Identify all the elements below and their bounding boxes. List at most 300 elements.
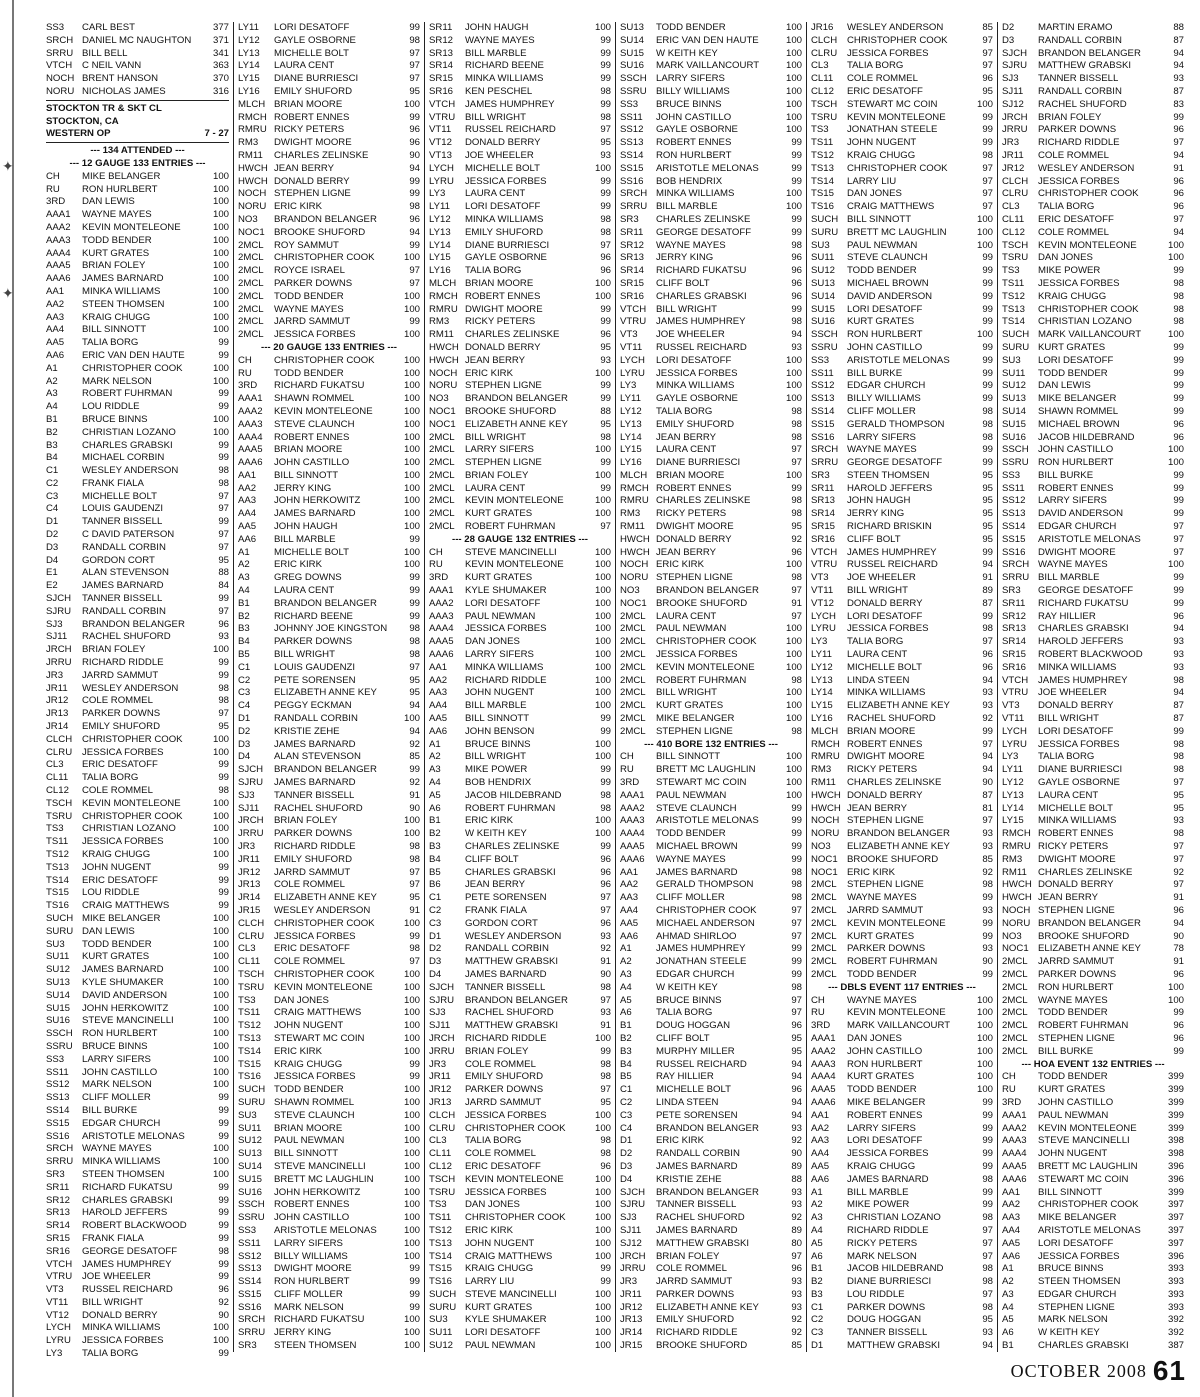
result-row (620, 188, 802, 201)
shooter-name: MICHELLE BOLT (1038, 802, 1113, 814)
shooter-name: JARRD SAMMUT (847, 904, 924, 916)
shooter-name: GAYLE OSBORNE (656, 124, 738, 136)
class-code: TS16 (811, 201, 834, 213)
result-row (429, 48, 611, 61)
shooter-name: ROBERT ENNES (656, 137, 732, 149)
score: 92 (982, 713, 993, 725)
class-code: SS3 (238, 1224, 257, 1236)
shooter-name: KRAIG CHUGG (847, 149, 916, 161)
shooter-name: RAY HILLIER (1038, 610, 1096, 622)
class-code: AA3 (620, 892, 639, 904)
result-row (811, 1123, 993, 1136)
score: 93 (1173, 661, 1184, 673)
result-row (1002, 1174, 1184, 1187)
shooter-name: RICHARD RIDDLE (465, 1032, 547, 1044)
result-row (1002, 176, 1184, 189)
score: 393 (1167, 1288, 1184, 1300)
class-code: SUCH (1002, 329, 1030, 341)
score: 399 (1167, 1109, 1184, 1121)
result-row (238, 943, 420, 956)
class-code: HWCH (620, 533, 650, 545)
score: 99 (409, 1263, 420, 1275)
shooter-name: RICHARD FUKATSU (1038, 597, 1129, 609)
result-row (620, 112, 802, 125)
shooter-name: MATTHEW GRABSKI (847, 1340, 941, 1352)
class-code: SU14 (46, 989, 70, 1001)
shooter-name: JARRD SAMMUT (656, 1276, 733, 1288)
shooter-name: JOE WHEELER (847, 572, 916, 584)
shooter-name: TODD BENDER (656, 828, 726, 840)
result-row (811, 1212, 993, 1225)
class-code: JRCH (238, 815, 264, 827)
class-code: AAA2 (238, 405, 263, 417)
class-code: SJ12 (620, 1237, 642, 1249)
score: 100 (594, 585, 611, 597)
shooter-name: LORI DESATOFF (656, 354, 732, 366)
result-row (620, 508, 802, 521)
score: 90 (600, 968, 611, 980)
score: 99 (409, 930, 420, 942)
score: 97 (982, 1288, 993, 1300)
score: 99 (982, 316, 993, 328)
class-code: D1 (429, 930, 442, 942)
class-code: TS3 (811, 124, 829, 136)
score: 96 (1173, 418, 1184, 430)
shooter-name: ROBERT FUHRMAN (465, 802, 556, 814)
shooter-name: LARRY LIU (465, 1276, 515, 1288)
result-row (1002, 1251, 1184, 1264)
class-code: CLRU (1002, 188, 1029, 200)
shooter-name: PEGGY ECKMAN (274, 700, 352, 712)
score: 93 (1173, 815, 1184, 827)
result-row (46, 209, 229, 222)
score: 99 (218, 452, 229, 464)
class-code: RM3 (620, 508, 641, 520)
score: 99 (218, 516, 229, 528)
class-code: AA1 (429, 661, 448, 673)
shooter-name: JOE WHEELER (465, 149, 534, 161)
score: 100 (594, 1173, 611, 1185)
score: 100 (212, 1053, 229, 1065)
score: 100 (785, 649, 802, 661)
shooter-name: BRIAN FOLEY (82, 260, 146, 272)
result-row (238, 1020, 420, 1033)
class-code: LY3 (811, 636, 828, 648)
result-row (429, 483, 611, 496)
shooter-name: BROOKE SHUFORD (847, 853, 939, 865)
score: 99 (982, 1148, 993, 1160)
result-row (238, 905, 420, 918)
score: 98 (1173, 290, 1184, 302)
score: 100 (212, 1335, 229, 1347)
score: 100 (594, 495, 611, 507)
score: 100 (594, 610, 611, 622)
class-code: JR12 (46, 695, 69, 707)
result-row (1002, 879, 1184, 892)
result-row (46, 235, 229, 248)
result-row (238, 854, 420, 867)
score: 96 (1173, 175, 1184, 187)
class-code: RM3 (811, 764, 832, 776)
score: 99 (409, 188, 420, 200)
class-code: AAA3 (1002, 1135, 1027, 1147)
class-code: SS12 (811, 380, 835, 392)
shooter-name: JOHN CASTILLO (274, 1212, 350, 1224)
class-code: RMRU (811, 751, 840, 763)
score: 94 (1173, 917, 1184, 929)
shooter-name: CHARLES GRABSKI (1038, 623, 1129, 635)
score: 99 (982, 1122, 993, 1134)
shooter-name: JOHN CASTILLO (656, 111, 732, 123)
score: 97 (982, 201, 993, 213)
shooter-name: BILL BURKE (847, 367, 903, 379)
score: 100 (212, 925, 229, 937)
shooter-name: TALIA BORG (656, 1007, 713, 1019)
score: 97 (218, 605, 229, 617)
result-row (811, 483, 993, 496)
class-code: B2 (620, 1032, 632, 1044)
result-row (238, 176, 420, 189)
shooter-name: TODD BENDER (1038, 1007, 1108, 1019)
class-code: SU16 (46, 1015, 70, 1027)
class-code: A4 (811, 1224, 823, 1236)
result-row (238, 316, 420, 329)
score: 99 (218, 1220, 229, 1232)
score: 87 (1173, 34, 1184, 46)
result-row (1002, 764, 1184, 777)
result-row (238, 700, 420, 713)
result-row (620, 547, 802, 560)
score: 85 (982, 853, 993, 865)
result-row (238, 265, 420, 278)
shooter-name: DIANE BURRIESCI (274, 73, 359, 85)
section-heading (238, 342, 420, 355)
result-row (429, 764, 611, 777)
class-code: HWCH (811, 789, 841, 801)
class-code: SR3 (238, 1340, 257, 1352)
shooter-name: CHARLES GRABSKI (82, 439, 173, 451)
score: 88 (600, 405, 611, 417)
class-code: C2 (429, 904, 442, 916)
score: 91 (600, 956, 611, 968)
class-code: JR3 (429, 1058, 447, 1070)
shooter-name: ROBERT ENNES (274, 111, 350, 123)
result-row (811, 291, 993, 304)
result-row (1002, 1020, 1184, 1033)
shooter-name: EMILY SHUFORD (656, 1314, 735, 1326)
score: 94 (791, 329, 802, 341)
shooter-name: KEVIN MONTELEONE (847, 917, 946, 929)
score: 100 (212, 324, 229, 336)
result-row (811, 739, 993, 752)
class-code: LY3 (620, 380, 637, 392)
class-code: NOCH (429, 367, 458, 379)
result-row (1002, 508, 1184, 521)
score: 100 (1167, 252, 1184, 264)
score: 100 (594, 1122, 611, 1134)
class-code: JR11 (238, 853, 260, 865)
class-code: 2MCL (429, 444, 455, 456)
class-code: MLCH (238, 98, 266, 110)
score: 99 (1173, 1007, 1184, 1019)
shooter-name: CHARLES GRABSKI (82, 1194, 173, 1206)
score: 93 (791, 1288, 802, 1300)
class-code: C1 (811, 1301, 824, 1313)
score: 99 (218, 1130, 229, 1142)
result-row (238, 1187, 420, 1200)
score: 99 (600, 764, 611, 776)
result-row (238, 1059, 420, 1072)
class-code: D4 (429, 968, 442, 980)
class-code: SU11 (429, 1327, 453, 1339)
class-code: TS13 (238, 1032, 261, 1044)
class-code: SR16 (429, 85, 453, 97)
result-row (46, 324, 229, 337)
score: 87 (1173, 85, 1184, 97)
class-code: RMCH (620, 482, 649, 494)
shooter-name: AHMAD SHIRLOO (656, 930, 737, 942)
shooter-name: PARKER DOWNS (1038, 968, 1117, 980)
result-row (429, 1314, 611, 1327)
class-code: VT11 (46, 1296, 69, 1308)
shooter-name: ROBERT FUHRMAN (465, 521, 556, 533)
shooter-name: PAUL NEWMAN (274, 1135, 345, 1147)
class-code: VT3 (1002, 700, 1020, 712)
shooter-name: MINKA WILLIAMS (465, 661, 544, 673)
class-code: AA5 (46, 337, 65, 349)
shooter-name: CHARLES ZELINSKE (465, 841, 560, 852)
class-code: A1 (811, 1186, 823, 1198)
score: 100 (1167, 457, 1184, 469)
class-code: SR14 (1002, 636, 1026, 648)
score: 99 (600, 316, 611, 328)
score: 100 (403, 1173, 420, 1185)
score: 97 (791, 930, 802, 942)
score: 97 (409, 866, 420, 878)
class-code: A2 (46, 375, 58, 387)
score: 100 (212, 644, 229, 656)
result-row (811, 995, 993, 1008)
class-code: SJ11 (620, 1224, 642, 1236)
shooter-name: LARRY SIFERS (1038, 495, 1107, 507)
result-row (429, 841, 611, 854)
score: 99 (600, 175, 611, 187)
result-row (238, 687, 420, 700)
shooter-name: ERIC KIRK (656, 559, 704, 571)
shooter-name: BRIAN FOLEY (465, 469, 529, 481)
result-row (620, 124, 802, 137)
shooter-name: JOHN NUGENT (1038, 1148, 1108, 1160)
shooter-name: CHRISTOPHER COOK (82, 810, 183, 822)
score: 99 (218, 772, 229, 784)
class-code: SJ11 (46, 631, 68, 643)
result-row (46, 1182, 229, 1195)
class-code: HWCH (1002, 879, 1032, 891)
class-code: SU13 (620, 22, 644, 33)
shooter-name: WESLEY ANDERSON (274, 904, 371, 916)
class-code: LYCH (811, 610, 836, 622)
score: 100 (403, 1084, 420, 1096)
shooter-name: MICHAEL BROWN (1038, 418, 1120, 430)
score: 98 (791, 239, 802, 251)
shooter-name: DWIGHT MOORE (847, 751, 925, 763)
shooter-name: RICHARD RIDDLE (274, 841, 356, 852)
class-code: AA6 (46, 349, 65, 361)
shooter-name: STEEN THOMSEN (847, 469, 930, 481)
shooter-name: DWIGHT MOORE (465, 303, 543, 315)
class-code: SS11 (620, 111, 643, 123)
score: 99 (1173, 508, 1184, 520)
result-row (811, 470, 993, 483)
result-row (46, 299, 229, 312)
shooter-name: RANDALL CORBIN (465, 943, 549, 955)
result-row (811, 1110, 993, 1123)
result-row (811, 790, 993, 803)
class-code: TSCH (429, 1173, 456, 1185)
section-heading (46, 128, 229, 141)
shooter-name: JONATHAN STEELE (847, 124, 938, 136)
shooter-name: WESLEY ANDERSON (847, 22, 944, 33)
result-row (238, 380, 420, 393)
result-row (1002, 547, 1184, 560)
results-column (42, 22, 233, 1360)
shooter-name: BRENT HANSON (82, 73, 159, 85)
class-code: RMRU (620, 495, 649, 507)
score: 99 (1173, 469, 1184, 481)
shooter-name: LORI DESATOFF (465, 597, 541, 609)
score: 99 (982, 341, 993, 353)
result-row (1002, 662, 1184, 675)
score: 399 (1167, 1071, 1184, 1083)
result-row (238, 1276, 420, 1289)
result-row (46, 1079, 229, 1092)
class-code: SRRU (46, 1156, 74, 1168)
shooter-name: PARKER DOWNS (465, 1084, 544, 1096)
result-row (46, 734, 229, 747)
score: 99 (218, 669, 229, 681)
class-code: CH (1002, 1071, 1016, 1083)
score: 96 (218, 1284, 229, 1296)
shooter-name: KURT GRATES (465, 1301, 533, 1313)
class-code: SJ11 (238, 802, 260, 814)
score: 7 - 27 (204, 128, 229, 140)
score: 93 (982, 841, 993, 852)
result-row (238, 137, 420, 150)
result-row (429, 1289, 611, 1302)
score: 88 (1173, 22, 1184, 33)
shooter-name: WAYNE MAYES (1038, 994, 1108, 1006)
score: 98 (791, 405, 802, 417)
shooter-name: ERIC DESATOFF (82, 759, 158, 771)
result-row (238, 534, 420, 547)
score: 98 (982, 879, 993, 891)
shooter-name: JESSICA FORBES (465, 175, 547, 187)
shooter-name: CHARLES ZELINSKE (847, 777, 942, 789)
shooter-name: MARK NELSON (82, 375, 152, 387)
section-heading (46, 145, 229, 158)
result-row (1002, 188, 1184, 201)
class-code: TS12 (46, 849, 69, 860)
shooter-name: CHARLES ZELINSKE (274, 149, 369, 161)
class-code: D2 (620, 1148, 633, 1160)
score: 393 (1167, 1263, 1184, 1275)
result-row (1002, 419, 1184, 432)
shooter-name: MARK NELSON (1038, 1314, 1108, 1326)
result-row (620, 304, 802, 317)
result-row (1002, 457, 1184, 470)
shooter-name: COLE ROMMEL (465, 1148, 536, 1160)
score: 98 (982, 1173, 993, 1185)
shooter-name: RICHARD BEENE (274, 610, 353, 622)
class-code: A6 (811, 1250, 823, 1262)
result-row (238, 1289, 420, 1302)
shooter-name: ROBERT ENNES (274, 431, 350, 443)
score: 100 (403, 1199, 420, 1211)
result-row (238, 508, 420, 521)
shooter-name: CLIFF MOLLER (82, 1092, 151, 1104)
result-row (429, 60, 611, 73)
shooter-name: RICHARD RIDDLE (465, 674, 547, 686)
shooter-name: PARKER DOWNS (274, 828, 353, 840)
score: 97 (791, 994, 802, 1006)
score: 96 (791, 1084, 802, 1096)
result-row (429, 598, 611, 611)
class-code: JR12 (1002, 162, 1025, 174)
score: 94 (982, 751, 993, 763)
class-code: LYRU (429, 175, 454, 187)
shooter-name: ROBERT BLACKWOOD (82, 1220, 187, 1232)
result-row (811, 150, 993, 163)
shooter-name: RUSSEL REICHARD (82, 1284, 173, 1296)
score: 100 (785, 201, 802, 213)
result-row (620, 35, 802, 48)
score: 97 (1173, 137, 1184, 149)
score: 100 (212, 938, 229, 950)
class-code: CL3 (46, 759, 64, 771)
result-row (1002, 291, 1184, 304)
shooter-name: EDGAR CHURCH (1038, 1288, 1117, 1300)
score: 98 (600, 431, 611, 443)
section-heading (46, 103, 229, 116)
result-row (620, 1314, 802, 1327)
score: 97 (409, 661, 420, 673)
score: 100 (212, 298, 229, 310)
shooter-name: JEAN BERRY (1038, 892, 1099, 904)
shooter-name: --- 134 ATTENDED --- (90, 145, 185, 157)
class-code: TS11 (238, 1007, 261, 1019)
shooter-name: LARRY SIFERS (465, 444, 534, 456)
shooter-name: BILLY WILLIAMS (274, 1250, 348, 1262)
class-code: NOC1 (238, 226, 265, 238)
score: 100 (403, 252, 420, 264)
result-row (46, 48, 229, 61)
score: 399 (1167, 1096, 1184, 1108)
class-code: TS15 (811, 188, 834, 200)
result-row (1002, 598, 1184, 611)
class-code: CLRU (238, 930, 265, 942)
result-row (238, 982, 420, 995)
class-code: SR12 (46, 1194, 70, 1206)
result-row (811, 35, 993, 48)
class-code: SR14 (811, 508, 835, 520)
shooter-name: JOHN NUGENT (847, 137, 917, 149)
result-row (811, 636, 993, 649)
score: 98 (409, 853, 420, 865)
shooter-name: LAURA CENT (465, 188, 526, 200)
class-code: SU15 (811, 303, 835, 315)
score: 99 (1173, 1045, 1184, 1057)
result-row (238, 1238, 420, 1251)
